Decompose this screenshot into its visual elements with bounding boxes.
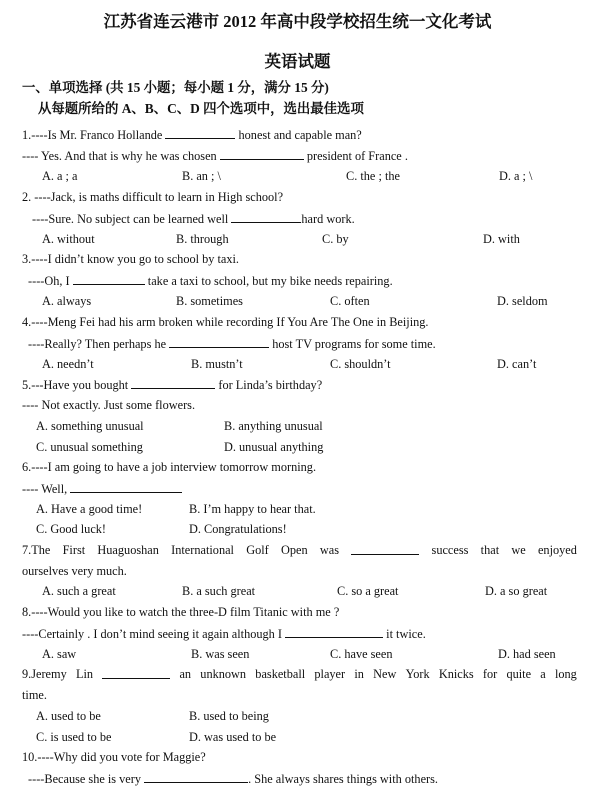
answer-blank[interactable] [165, 126, 235, 139]
answer-blank[interactable] [285, 625, 383, 638]
option-b[interactable]: B. an ; \ [182, 169, 221, 183]
option-d[interactable]: D. with [483, 232, 520, 246]
option-a[interactable]: A. saw [42, 647, 77, 661]
option-c[interactable]: C. often [330, 294, 370, 308]
option-d[interactable]: D. had seen [498, 647, 556, 661]
option-a[interactable]: A. something unusual [36, 419, 144, 433]
option-b[interactable]: B. used to being [189, 709, 269, 723]
question-9: 9.Jeremy Lin an unknown basketball player in New York Knicks for quite a long [22, 667, 577, 681]
option-d[interactable]: D. Congratulations! [189, 522, 287, 536]
answer-blank[interactable] [231, 210, 301, 223]
option-d[interactable]: D. can’t [497, 357, 537, 371]
option-b[interactable]: B. sometimes [176, 294, 243, 308]
option-c[interactable]: C. so a great [337, 584, 399, 598]
question-8: 8.----Would you like to watch the three-D film Titanic with me ? [22, 605, 340, 619]
answer-blank[interactable] [73, 272, 145, 285]
question-3-response: ----Oh, I take a taxi to school, but my bike needs repairing. [28, 274, 393, 288]
option-c[interactable]: C. the ; the [346, 169, 400, 183]
answer-blank[interactable] [131, 376, 215, 389]
section-heading: 一、单项选择 (共 15 小题；每小题 1 分，满分 15 分) [22, 80, 329, 95]
question-6-response: ---- Well, [22, 480, 182, 497]
exam-title: 江苏省连云港市 2012 年高中段学校招生统一文化考试 [103, 12, 492, 31]
question-5-response: ---- Not exactly. Just some flowers. [22, 398, 196, 412]
option-b[interactable]: B. through [176, 232, 229, 246]
option-c[interactable]: C. shouldn’t [330, 357, 391, 371]
question-8-response: ----Certainly . I don’t mind seeing it again although I it twice. [22, 627, 426, 641]
option-a[interactable]: A. needn’t [42, 357, 94, 371]
question-3: 3.----I didn’t know you go to school by taxi. [22, 252, 239, 266]
question-7: 7.The First Huaguoshan International Golf Open was success that we enjoyed [22, 543, 577, 557]
option-a[interactable]: A. without [42, 232, 95, 246]
question-4-response: ----Really? Then perhaps he host TV programs for some time. [28, 337, 436, 351]
option-d[interactable]: D. seldom [497, 294, 548, 308]
option-d[interactable]: D. a ; \ [499, 169, 533, 183]
option-a[interactable]: A. such a great [42, 584, 116, 598]
option-b[interactable]: B. I’m happy to hear that. [189, 502, 316, 516]
option-d[interactable]: D. unusual anything [224, 440, 324, 454]
option-a[interactable]: A. always [42, 294, 92, 308]
option-a[interactable]: A. used to be [36, 709, 101, 723]
section-instruction: 从每题所给的 A、B、C、D 四个选项中，选出最佳选项 [38, 101, 364, 116]
answer-blank[interactable] [220, 147, 304, 160]
option-b[interactable]: B. mustn’t [191, 357, 243, 371]
answer-blank[interactable] [351, 542, 419, 555]
question-7-line2: ourselves very much. [22, 564, 127, 578]
question-1-response: ---- Yes. And that is why he was chosen president of France . [22, 149, 408, 163]
option-b[interactable]: B. was seen [191, 647, 250, 661]
question-10: 10.----Why did you vote for Maggie? [22, 750, 206, 764]
option-d[interactable]: D. was used to be [189, 730, 277, 744]
question-5: 5.---Have you bought for Linda’s birthday? [22, 378, 323, 392]
option-d[interactable]: D. a so great [485, 584, 548, 598]
question-2-response: ----Sure. No subject can be learned well hard work. [32, 212, 355, 226]
option-c[interactable]: C. is used to be [36, 730, 112, 744]
option-b[interactable]: B. anything unusual [224, 419, 323, 433]
answer-blank[interactable] [102, 666, 170, 679]
question-1: 1.----Is Mr. Franco Hollande honest and capable man? [22, 128, 362, 142]
option-c[interactable]: C. unusual something [36, 440, 143, 454]
option-c[interactable]: C. Good luck! [36, 522, 107, 536]
option-b[interactable]: B. a such great [182, 584, 256, 598]
answer-blank[interactable] [70, 480, 182, 493]
answer-blank[interactable] [144, 770, 248, 783]
option-c[interactable]: C. have seen [330, 647, 393, 661]
question-9-line2: time. [22, 688, 47, 702]
question-2: 2. ----Jack, is maths difficult to learn in High school? [22, 190, 284, 204]
question-4: 4.----Meng Fei had his arm broken while recording If You Are The One in Beijing. [22, 315, 429, 329]
option-a[interactable]: A. a ; a [42, 169, 78, 183]
question-6: 6.----I am going to have a job interview tomorrow morning. [22, 460, 317, 474]
option-c[interactable]: C. by [322, 232, 349, 246]
question-10-response: ----Because she is very . She always shares things with others. [28, 772, 438, 786]
answer-blank[interactable] [169, 335, 269, 348]
option-a[interactable]: A. Have a good time! [36, 502, 143, 516]
exam-subtitle: 英语试题 [264, 52, 331, 71]
